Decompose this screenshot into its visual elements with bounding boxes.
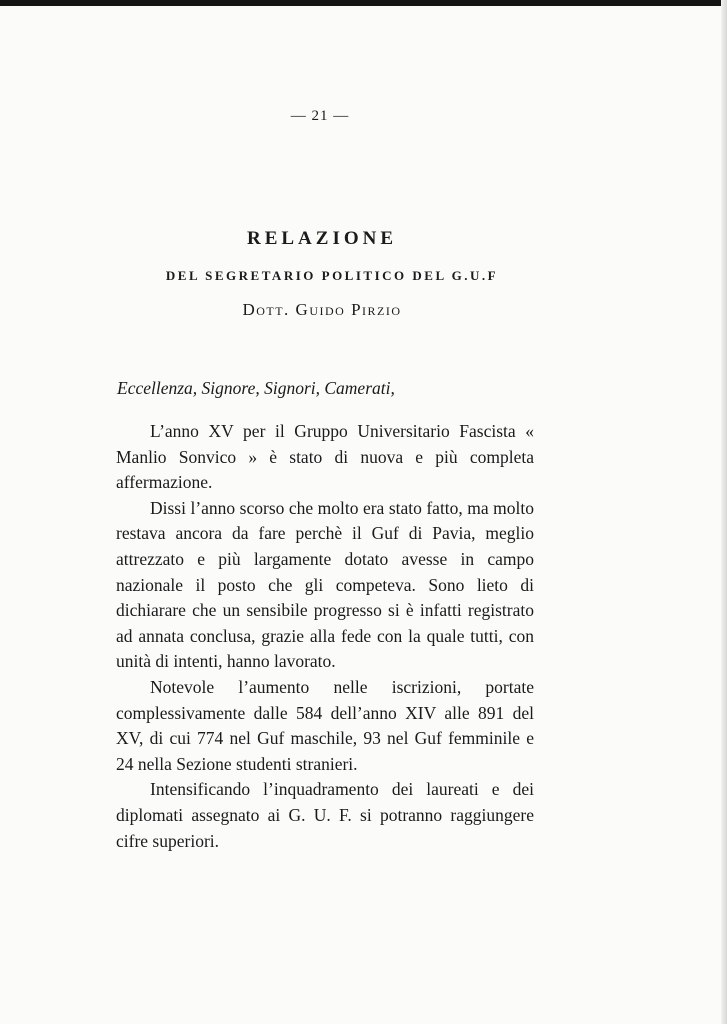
document-author: Dott. Guido Pirzio <box>242 300 402 319</box>
body-text <box>116 419 534 854</box>
document-title: RELAZIONE <box>246 228 398 249</box>
paragraph: Dissi l’anno scorso che molto era stato fatto, ma molto restava ancora da fare perchè il Guf di Pavia, meglio attrezzato e più largamente dotato avesse in campo nazionale il posto che gli competeva. Sono lieto di dichiarare che un sensibile progresso si è infatti registrato ad annata conclusa, grazie alla fede con la quale tutti, con unità di intenti, hanno lavorato. <box>116 497 534 672</box>
paragraph: Intensificando l’inquadramento dei laureati e dei diplomati assegnato ai G. U. F. si potranno raggiungere cifre superiori. <box>116 779 534 851</box>
paragraph: L’anno XV per il Gruppo Universitario Fascista « Manlio Sonvico » è stato di nuova e più completa affermazione. <box>116 421 534 493</box>
salutation: Eccellenza, Signore, Signori, Camerati, <box>117 378 395 398</box>
paragraph: Notevole l’aumento nelle iscrizioni, portate complessivamente dalle 584 dell’anno XIV alle 891 del XV, di cui 774 nel Guf maschile, 93 nel Guf femminile e 24 nella Sezione studenti stranieri. <box>116 676 534 774</box>
page-number: — 21 — <box>290 108 350 124</box>
scan-right-border <box>721 0 727 1024</box>
document-subtitle: DEL SEGRETARIO POLITICO DEL G.U.F <box>165 268 499 283</box>
scan-top-border <box>0 0 727 6</box>
